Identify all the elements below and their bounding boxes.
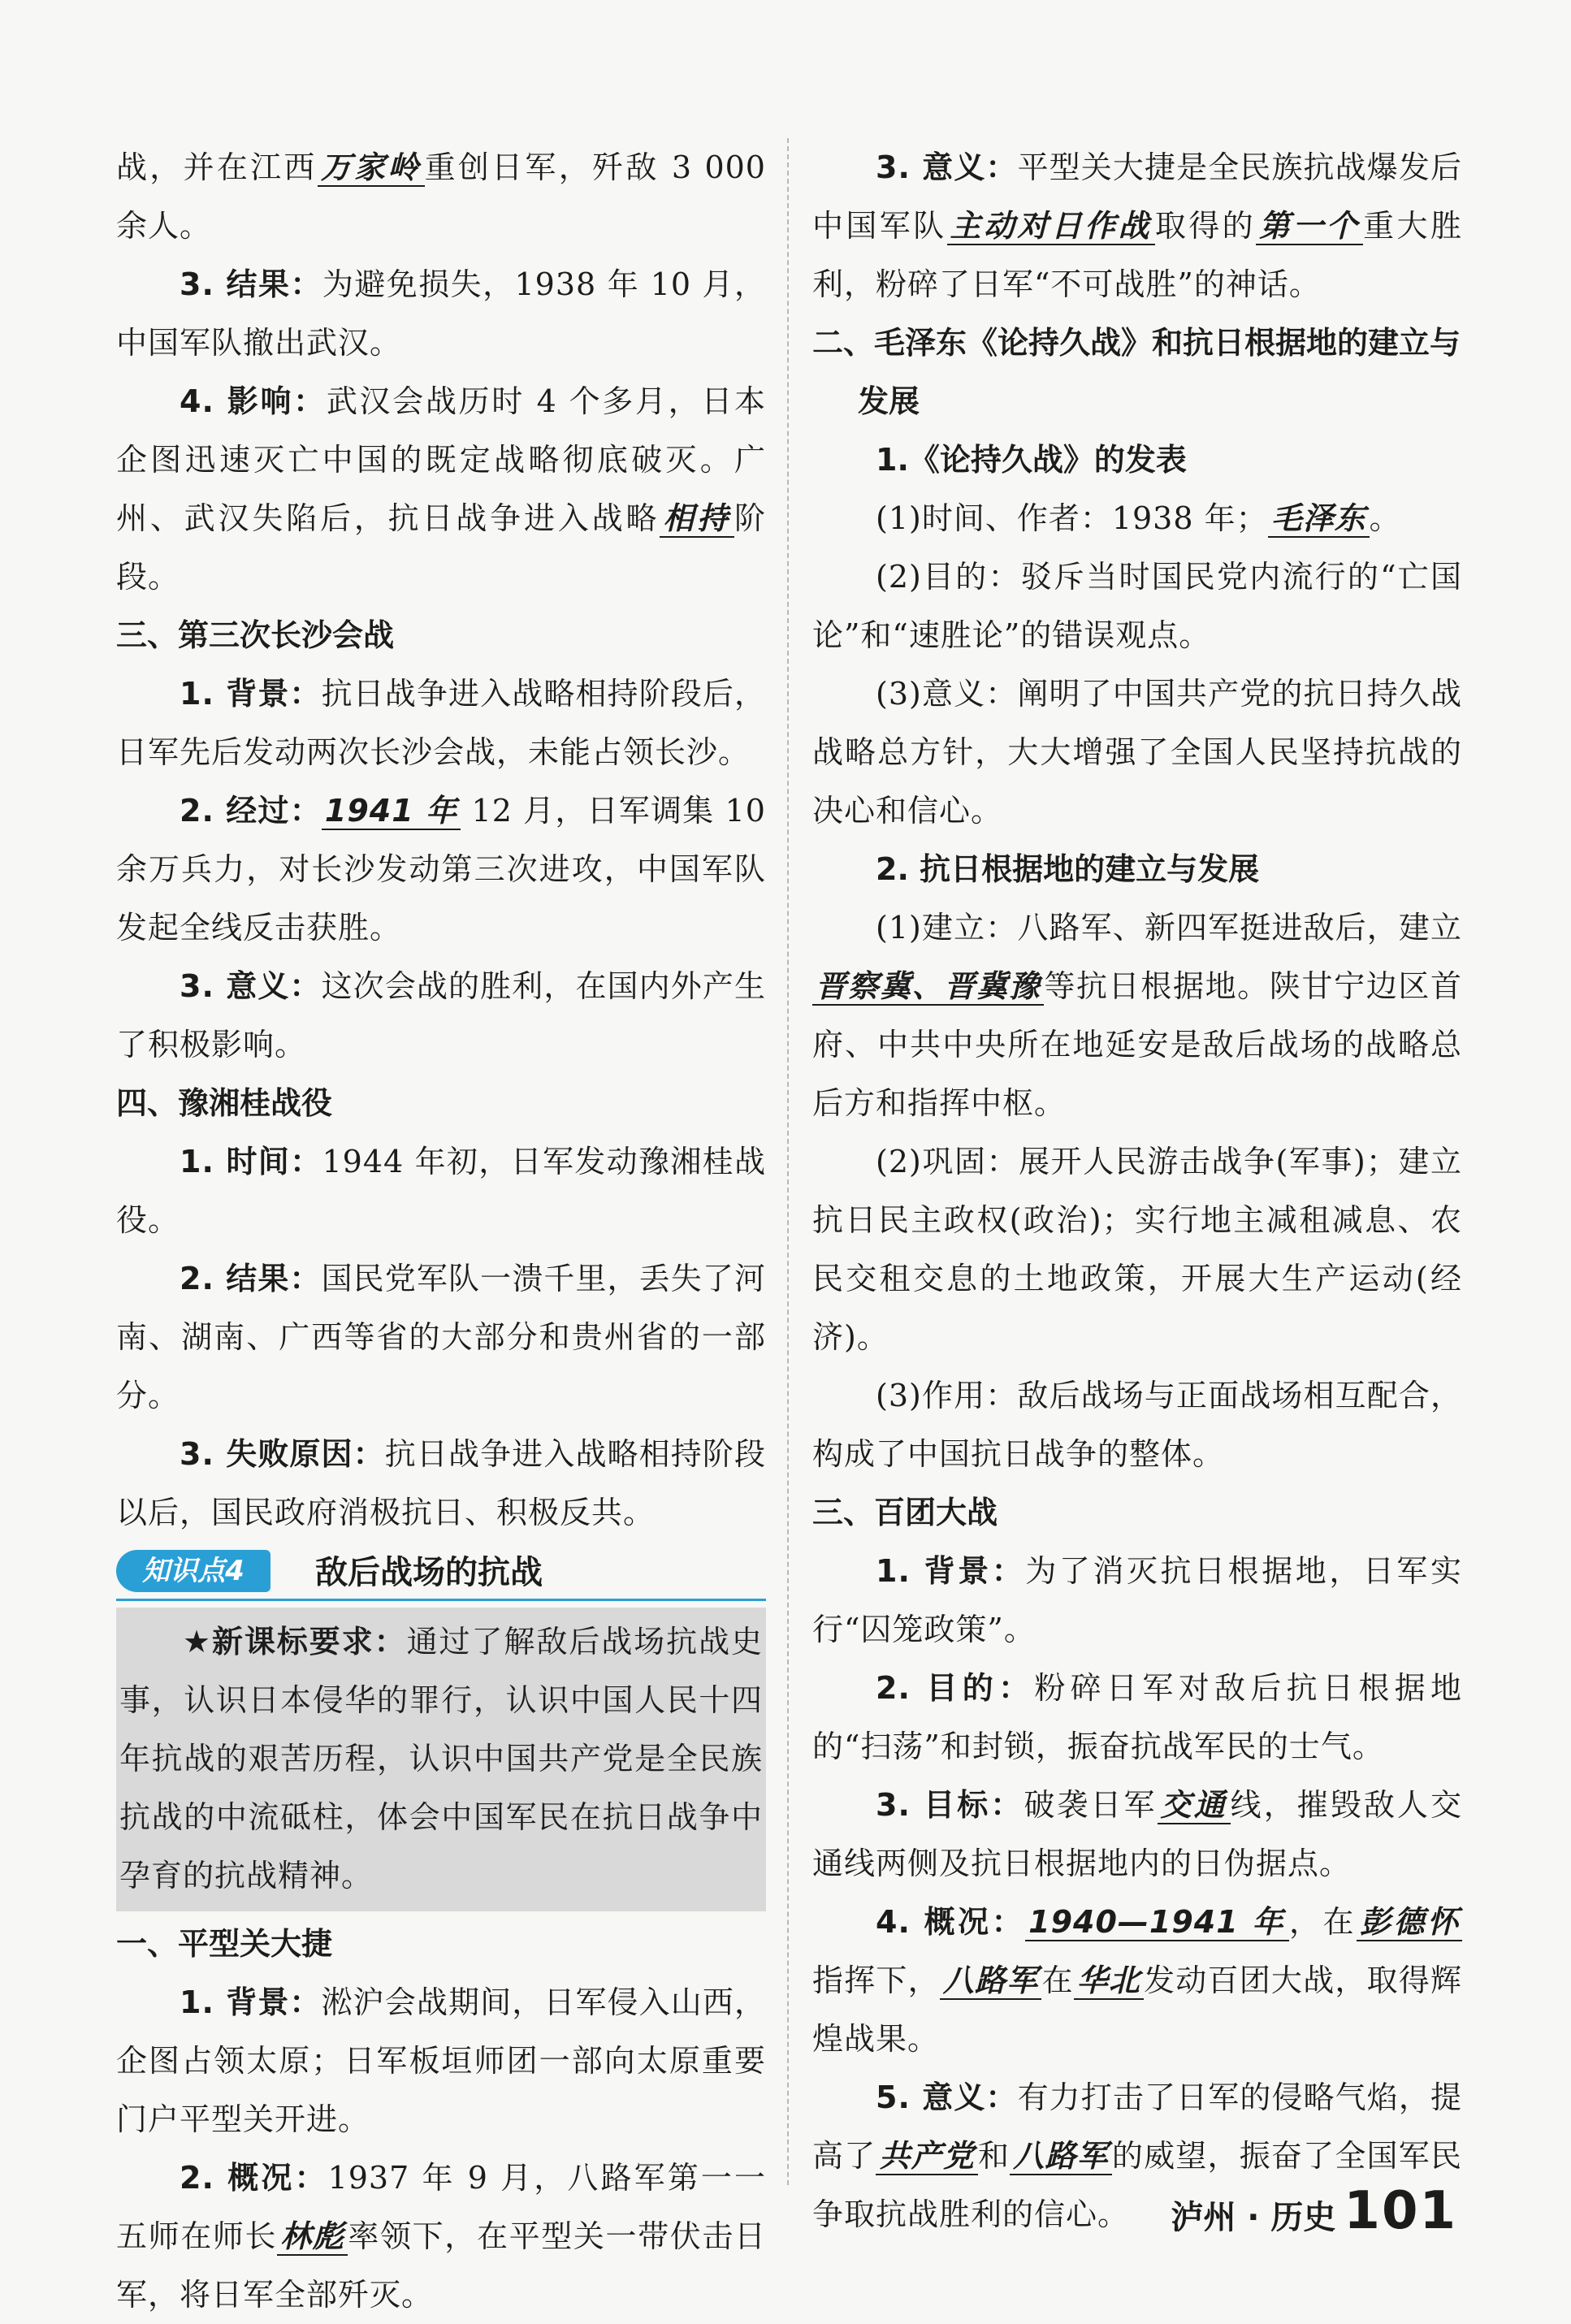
item-label: 2. 概况： xyxy=(180,2160,328,2196)
paragraph xyxy=(116,957,766,1074)
item-label: 3. 意义： xyxy=(180,968,322,1004)
item-label: 4. 概况： xyxy=(876,1904,1026,1940)
text: 抗日战争进入战略相持阶段以后，国民政府消极抗日、积极反共。 xyxy=(116,1436,766,1530)
item-label: 1. 背景： xyxy=(876,1553,1026,1589)
paragraph xyxy=(116,1425,766,1542)
item-label: 4. 影响： xyxy=(180,383,327,419)
paragraph xyxy=(812,1893,1462,2068)
page-number: 101 xyxy=(1344,2181,1457,2241)
paragraph xyxy=(116,1973,766,2149)
column-divider xyxy=(787,138,789,2185)
paragraph xyxy=(812,489,1462,547)
paragraph xyxy=(116,781,766,957)
item-label: 1. 时间： xyxy=(180,1144,322,1179)
text: 的威望，振奋了全国军民争取抗战胜利的信心。 xyxy=(812,2138,1462,2232)
paragraph xyxy=(812,1659,1462,1776)
section-heading: 三、百团大战 xyxy=(812,1495,998,1530)
paragraph: (2)目的：驳斥当时国民党内流行的“亡国论”和“速胜论”的错误观点。 xyxy=(812,559,1462,653)
item-label: 3. 意义： xyxy=(876,149,1018,185)
paragraph xyxy=(116,1249,766,1425)
paragraph xyxy=(116,255,766,372)
item-label: 2. 经过： xyxy=(180,793,322,829)
paragraph xyxy=(116,372,766,606)
item-label: 1. 背景： xyxy=(180,1984,322,2020)
text: 这次会战的胜利，在国内外产生了积极影响。 xyxy=(116,968,766,1062)
knowledge-point-tag: 知识点4 xyxy=(116,1550,270,1592)
answer-fill: 第一个 xyxy=(1256,208,1363,245)
paragraph: (3)意义：阐明了中国共产党的抗日持久战战略总方针，大大增强了全国人民坚持抗战的决心和信心。 xyxy=(812,676,1462,829)
text: (1)时间、作者：1938 年； xyxy=(876,500,1268,536)
curriculum-standard-box xyxy=(116,1608,766,1911)
subsection-heading: 2. 抗日根据地的建立与发展 xyxy=(876,851,1260,887)
paragraph: (3)作用：敌后战场与正面战场相互配合，构成了中国抗日战争的整体。 xyxy=(812,1378,1462,1472)
answer-fill: 毛泽东 xyxy=(1268,500,1370,538)
text: ，在 xyxy=(1288,1904,1357,1940)
knowledge-point-title: 敌后战场的抗战 xyxy=(315,1554,543,1591)
text: 战，并在江西 xyxy=(116,149,318,185)
section-heading: 四、豫湘桂战役 xyxy=(116,1085,333,1121)
text: 重大胜利，粉碎了日军“不可战胜”的神话。 xyxy=(812,208,1462,302)
text: 1937 年 9 月，八路军第一一五师在师长 xyxy=(116,2160,766,2254)
answer-fill: 交通 xyxy=(1158,1787,1231,1824)
text: 抗日战争进入战略相持阶段后，日军先后发动两次长沙会战，未能占领长沙。 xyxy=(116,676,766,770)
text: 有力打击了日军的侵略气焰，提高了 xyxy=(812,2079,1462,2174)
answer-fill: 晋察冀、晋冀豫 xyxy=(812,968,1044,1006)
page-footer xyxy=(1171,2181,1457,2246)
text: 1944 年初，日军发动豫湘桂战役。 xyxy=(116,1144,766,1238)
answer-fill: 彭德怀 xyxy=(1357,1904,1462,1941)
answer-fill: 八路军 xyxy=(1010,2138,1112,2175)
item-label: 3. 目标： xyxy=(876,1787,1024,1823)
left-column xyxy=(116,138,766,2324)
text: 为了消灭抗日根据地，日军实行“囚笼政策”。 xyxy=(812,1553,1462,1647)
answer-fill: 主动对日作战 xyxy=(947,208,1155,245)
text: 粉碎日军对敌后抗日根据地的“扫荡”和封锁，振奋抗战军民的士气。 xyxy=(812,1670,1462,1764)
answer-fill: 共产党 xyxy=(876,2138,978,2175)
answer-fill: 华北 xyxy=(1074,1963,1144,2000)
text: 为避免损失，1938 年 10 月，中国军队撤出武汉。 xyxy=(116,266,766,361)
item-label: 3. 失败原因： xyxy=(180,1436,385,1472)
paragraph xyxy=(812,1776,1462,1893)
text: 率领下，在平型关一带伏击日军，将日军全部歼灭。 xyxy=(116,2218,766,2313)
text: 在 xyxy=(1041,1963,1074,1998)
footer-region-subject: 泸州 · 历史 xyxy=(1171,2199,1336,2236)
item-label: 1. 背景： xyxy=(180,676,322,712)
text: 发动百团大战，取得辉煌战果。 xyxy=(812,1963,1462,2057)
section-heading: 二、毛泽东《论持久战》和抗日根据地的建立与发展 xyxy=(812,325,1461,419)
answer-fill: 1941 年 xyxy=(322,793,461,830)
item-label: 5. 意义： xyxy=(876,2079,1018,2115)
section-heading: 三、第三次长沙会战 xyxy=(116,617,395,653)
answer-fill: 八路军 xyxy=(940,1963,1042,2000)
text: 通过了解敌后战场抗战史事，认识日本侵华的罪行，认识中国人民十四年抗战的艰苦历程，认识中国共产党是全民族抗战的中流砥柱，体会中国军民在抗日战争中孕育的抗战精神。 xyxy=(119,1624,763,1893)
text: 线，摧毁敌人交通线两侧及抗日根据地内的日伪据点。 xyxy=(812,1787,1462,1881)
text: 武汉会战历时 4 个多月，日本企图迅速灭亡中国的既定战略彻底破灭。广州、武汉失陷后，抗日战争进入战略 xyxy=(116,383,766,536)
text: 淞沪会战期间，日军侵入山西，企图占领太原；日军板垣师团一部向太原重要门户平型关开进。 xyxy=(116,1984,766,2137)
knowledge-point-banner xyxy=(116,1548,766,1601)
item-label: 2. 目的： xyxy=(876,1670,1035,1706)
answer-fill: 1940—1941 年 xyxy=(1025,1904,1289,1941)
text: 指挥下， xyxy=(812,1963,940,1998)
paragraph xyxy=(116,2149,766,2324)
paragraph xyxy=(116,138,766,255)
section-heading: 一、平型关大捷 xyxy=(116,1926,333,1962)
item-label: 3. 结果： xyxy=(180,266,322,302)
right-column xyxy=(812,138,1462,2244)
paragraph xyxy=(116,1132,766,1249)
text: 国民党军队一溃千里，丢失了河南、湖南、广西等省的大部分和贵州省的一部分。 xyxy=(116,1261,766,1413)
paragraph xyxy=(812,138,1462,314)
paragraph xyxy=(116,664,766,781)
item-label: 2. 结果： xyxy=(180,1261,322,1296)
paragraph xyxy=(812,1542,1462,1659)
paragraph xyxy=(119,1612,763,1905)
answer-fill: 相持 xyxy=(660,500,734,538)
text: 取得的 xyxy=(1154,208,1257,244)
text: 等抗日根据地。陕甘宁边区首府、中共中央所在地延安是敌后战场的战略总后方和指挥中枢。 xyxy=(812,968,1462,1121)
answer-fill: 万家岭 xyxy=(318,149,425,187)
text: 重创日军，歼敌 3 000 余人。 xyxy=(116,149,766,244)
standard-label: ★新课标要求： xyxy=(183,1624,407,1660)
paragraph: (2)巩固：展开人民游击战争(军事)；建立抗日民主政权(政治)；实行地主减租减息、农民交租交息的土地政策，开展大生产运动(经济)。 xyxy=(812,1144,1462,1355)
text: 阶段。 xyxy=(116,500,766,595)
answer-fill: 林彪 xyxy=(277,2218,348,2256)
text: 平型关大捷是全民族抗战爆发后中国军队 xyxy=(812,149,1462,244)
text: 。 xyxy=(1369,500,1401,536)
text: 破袭日军 xyxy=(1024,1787,1158,1823)
text: 和 xyxy=(978,2138,1011,2174)
paragraph xyxy=(812,898,1462,1132)
text: (1)建立：八路军、新四军挺进敌后，建立 xyxy=(876,910,1462,946)
subsection-heading: 1.《论持久战》的发表 xyxy=(876,442,1187,478)
text: 12 月，日军调集 10 余万兵力，对长沙发动第三次进攻，中国军队发起全线反击获胜。 xyxy=(116,793,766,946)
